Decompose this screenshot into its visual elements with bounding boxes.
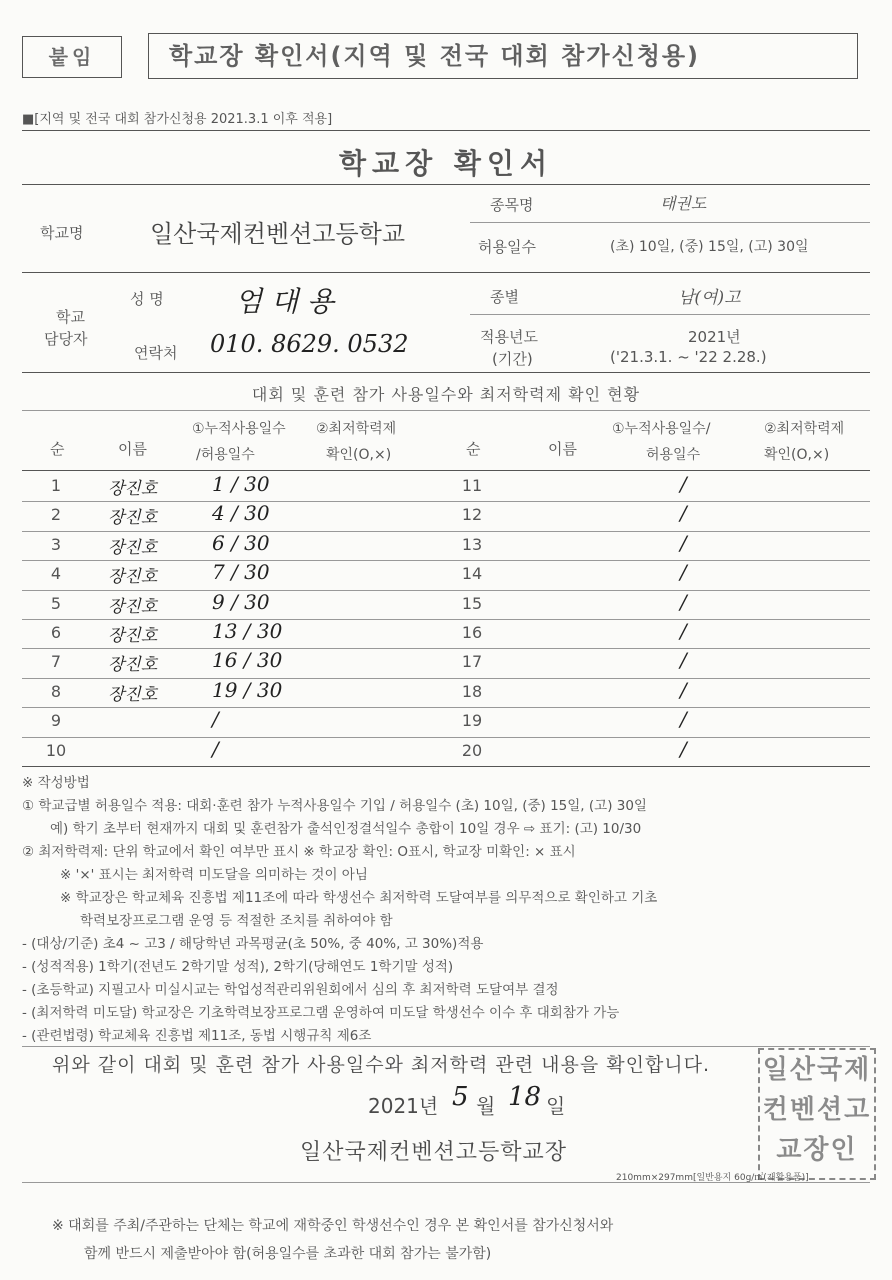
row-days-fraction-right: /	[680, 707, 687, 732]
row-days-fraction-right: /	[680, 530, 687, 555]
method-line-4: ※ '×' 표시는 최저학력 미도달을 의미하는 것이 아님	[60, 867, 368, 883]
row-divider	[22, 501, 870, 502]
days-value: (초) 10일, (중) 15일, (고) 30일	[610, 239, 809, 255]
date-day-label: 일	[546, 1094, 566, 1118]
row-no-right: 13	[461, 534, 483, 554]
row-no: 3	[50, 534, 62, 554]
method-line-1: ① 학교급별 허용일수 적용: 대회·훈련 참가 누적사용일수 기입 / 허용일수 (초) 10일, (중) 15일, (고) 30일	[22, 798, 647, 814]
method-heading: ※ 작성방법	[22, 775, 90, 791]
row-no-right: 17	[461, 652, 483, 672]
row-name: 장진호	[108, 596, 158, 617]
row-days-fraction: 1 / 30	[212, 472, 270, 496]
method-line-3: ② 최저학력제: 단위 학교에서 확인 여부만 표시 ※ 학교장 확인: O표시, 학교장 미확인: × 표시	[22, 844, 576, 860]
th-days-right-line1: ①누적사용일수/	[612, 421, 711, 437]
row-divider	[22, 648, 870, 649]
row-days-fraction: 6 / 30	[212, 530, 270, 555]
method-line-2: 예) 학기 초부터 현재까지 대회 및 훈련참가 출석인정결석일수 총합이 10일 경우 ⇨ 표기: (고) 10/30	[50, 821, 642, 837]
row-name: 장진호	[108, 684, 158, 705]
school-seal: 일산국제 컨벤션고 교장인	[758, 1048, 876, 1180]
sport-label: 종목명	[490, 196, 534, 214]
row-no: 9	[50, 711, 62, 731]
row-no: 7	[50, 652, 62, 672]
subtitle-note: ■[지역 및 전국 대회 참가신청용 2021.3.1 이후 적용]	[22, 112, 333, 127]
method-line-9: - (초등학교) 지필고사 미실시교는 학업성적관리위원회에서 심의 후 최저학력 도달여부 결정	[22, 982, 559, 998]
row-no-right: 15	[461, 593, 483, 613]
row-name: 장진호	[108, 508, 158, 529]
row-no: 2	[50, 505, 62, 525]
row-days-fraction: /	[212, 736, 219, 761]
contact-value: 010. 8629. 0532	[210, 330, 409, 358]
confirm-statement: 위와 같이 대회 및 훈련 참가 사용일수와 최저학력 관련 내용을 확인합니다.	[52, 1054, 711, 1076]
sport-value: 태권도	[660, 194, 707, 213]
row-no: 6	[50, 623, 62, 642]
row-no-right: 16	[461, 623, 483, 642]
footer-line-2: 함께 반드시 제출받아야 함(허용일수를 초과한 대회 참가는 불가함)	[84, 1246, 492, 1262]
date-day: 18	[508, 1082, 542, 1112]
row-divider	[22, 531, 870, 532]
footer-line-1: ※ 대회를 주최/주관하는 단체는 학교에 재학중인 학생선수인 경우 본 확인서를 참가신청서와	[52, 1218, 614, 1234]
th-days-line1: ①누적사용일수	[192, 421, 286, 437]
date-month: 5	[452, 1082, 469, 1112]
row-days-fraction-right: /	[680, 472, 687, 496]
th-name: 이름	[118, 440, 147, 458]
year-label: 적용년도	[480, 328, 538, 346]
row-days-fraction-right: /	[680, 589, 687, 614]
date-year: 2021년	[368, 1094, 439, 1118]
th-days-right-line2: 허용일수	[646, 447, 701, 463]
row-days-fraction: 16 / 30	[212, 648, 283, 673]
row-name: 장진호	[108, 537, 158, 558]
method-line-10: - (최저학력 미도달) 학교장은 기초학력보장프로그램 운영하여 미도달 학생선수 이수 후 대회참가 가능	[22, 1005, 620, 1021]
gender-value: 남(여)고	[678, 288, 741, 308]
row-days-fraction: 7 / 30	[212, 560, 270, 585]
row-no-right: 18	[461, 681, 483, 701]
row-no-right: 11	[461, 476, 483, 495]
th-no: 순	[50, 440, 65, 458]
th-check-right-line2: 확인(O,×)	[764, 447, 830, 463]
person-label-line1: 학교	[56, 308, 85, 326]
row-no-right: 12	[461, 505, 483, 525]
row-no: 1	[50, 476, 62, 495]
row-no-right: 19	[461, 711, 483, 731]
person-label-line2: 담당자	[44, 330, 88, 348]
name-label: 성 명	[130, 290, 164, 308]
gender-label: 종별	[490, 288, 519, 306]
th-check-line1: ②최저학력제	[316, 421, 397, 437]
row-name: 장진호	[108, 626, 158, 646]
method-line-11: - (관련법령) 학교체육 진흥법 제11조, 동법 시행규칙 제6조	[22, 1028, 372, 1044]
year-value: 2021년	[688, 328, 741, 346]
school-name: 일산국제컨벤션고등학교	[150, 220, 406, 248]
period-label: (기간)	[492, 350, 533, 368]
row-no-right: 20	[461, 740, 483, 760]
row-days-fraction-right: /	[680, 648, 687, 673]
row-days-fraction: 13 / 30	[212, 619, 283, 643]
row-divider	[22, 560, 870, 561]
th-days-line2: /허용일수	[196, 447, 255, 463]
row-days-fraction: 4 / 30	[212, 501, 270, 526]
row-no: 10	[45, 740, 67, 760]
method-line-6: 학력보장프로그램 운영 등 적절한 조치를 취하여야 함	[80, 913, 393, 929]
date-month-label: 월	[476, 1094, 496, 1118]
th-check-line2: 확인(O,×)	[326, 447, 392, 463]
row-days-fraction: 19 / 30	[212, 677, 283, 702]
row-divider	[22, 737, 870, 738]
row-name: 장진호	[108, 655, 158, 676]
paper-size: 210mm×297mm[일반용지 60g/㎡(재활용품)]	[616, 1173, 809, 1183]
days-label: 허용일수	[478, 238, 536, 256]
principal: 일산국제컨벤션고등학교장	[300, 1140, 568, 1165]
th-no-right: 순	[466, 440, 481, 458]
row-days-fraction-right: /	[680, 736, 687, 761]
row-days-fraction: /	[212, 707, 219, 732]
method-line-8: - (성적적용) 1학기(전년도 2학기말 성적), 2학기(당해연도 1학기말 성적)	[22, 959, 454, 975]
section-title: 대회 및 훈련 참가 사용일수와 최저학력제 확인 현황	[251, 385, 641, 404]
row-days-fraction-right: /	[680, 501, 687, 526]
row-name: 장진호	[108, 567, 158, 588]
th-name-right: 이름	[548, 440, 577, 458]
row-divider	[22, 707, 870, 708]
attachment-tag: 붙임	[22, 36, 122, 78]
header-title: 학교장 확인서(지역 및 전국 대회 참가신청용)	[148, 33, 858, 79]
row-divider	[22, 590, 870, 591]
contact-label: 연락처	[134, 344, 178, 362]
row-days-fraction-right: /	[680, 619, 687, 643]
row-divider	[22, 678, 870, 679]
name-value: 엄 대 용	[235, 285, 334, 318]
row-no-right: 14	[461, 564, 483, 584]
method-line-5: ※ 학교장은 학교체육 진흥법 제11조에 따라 학생선수 최저학력 도달여부를 의무적으로 확인하고 기초	[60, 890, 658, 906]
row-no: 8	[50, 681, 62, 701]
row-days-fraction-right: /	[680, 560, 687, 585]
row-days-fraction-right: /	[680, 677, 687, 702]
row-days-fraction: 9 / 30	[212, 589, 270, 614]
row-no: 5	[50, 593, 62, 613]
school-label: 학교명	[40, 224, 84, 242]
row-divider	[22, 619, 870, 620]
period-value: ('21.3.1. ~ '22 2.28.)	[610, 348, 767, 366]
th-check-right-line1: ②최저학력제	[764, 421, 845, 437]
method-line-7: - (대상/기준) 초4 ~ 고3 / 해당학년 과목평균(초 50%, 중 40%, 고 30%)적용	[22, 936, 484, 952]
row-no: 4	[50, 564, 62, 584]
row-name: 장진호	[108, 479, 158, 499]
doc-title: 학교장 확인서	[338, 147, 554, 180]
